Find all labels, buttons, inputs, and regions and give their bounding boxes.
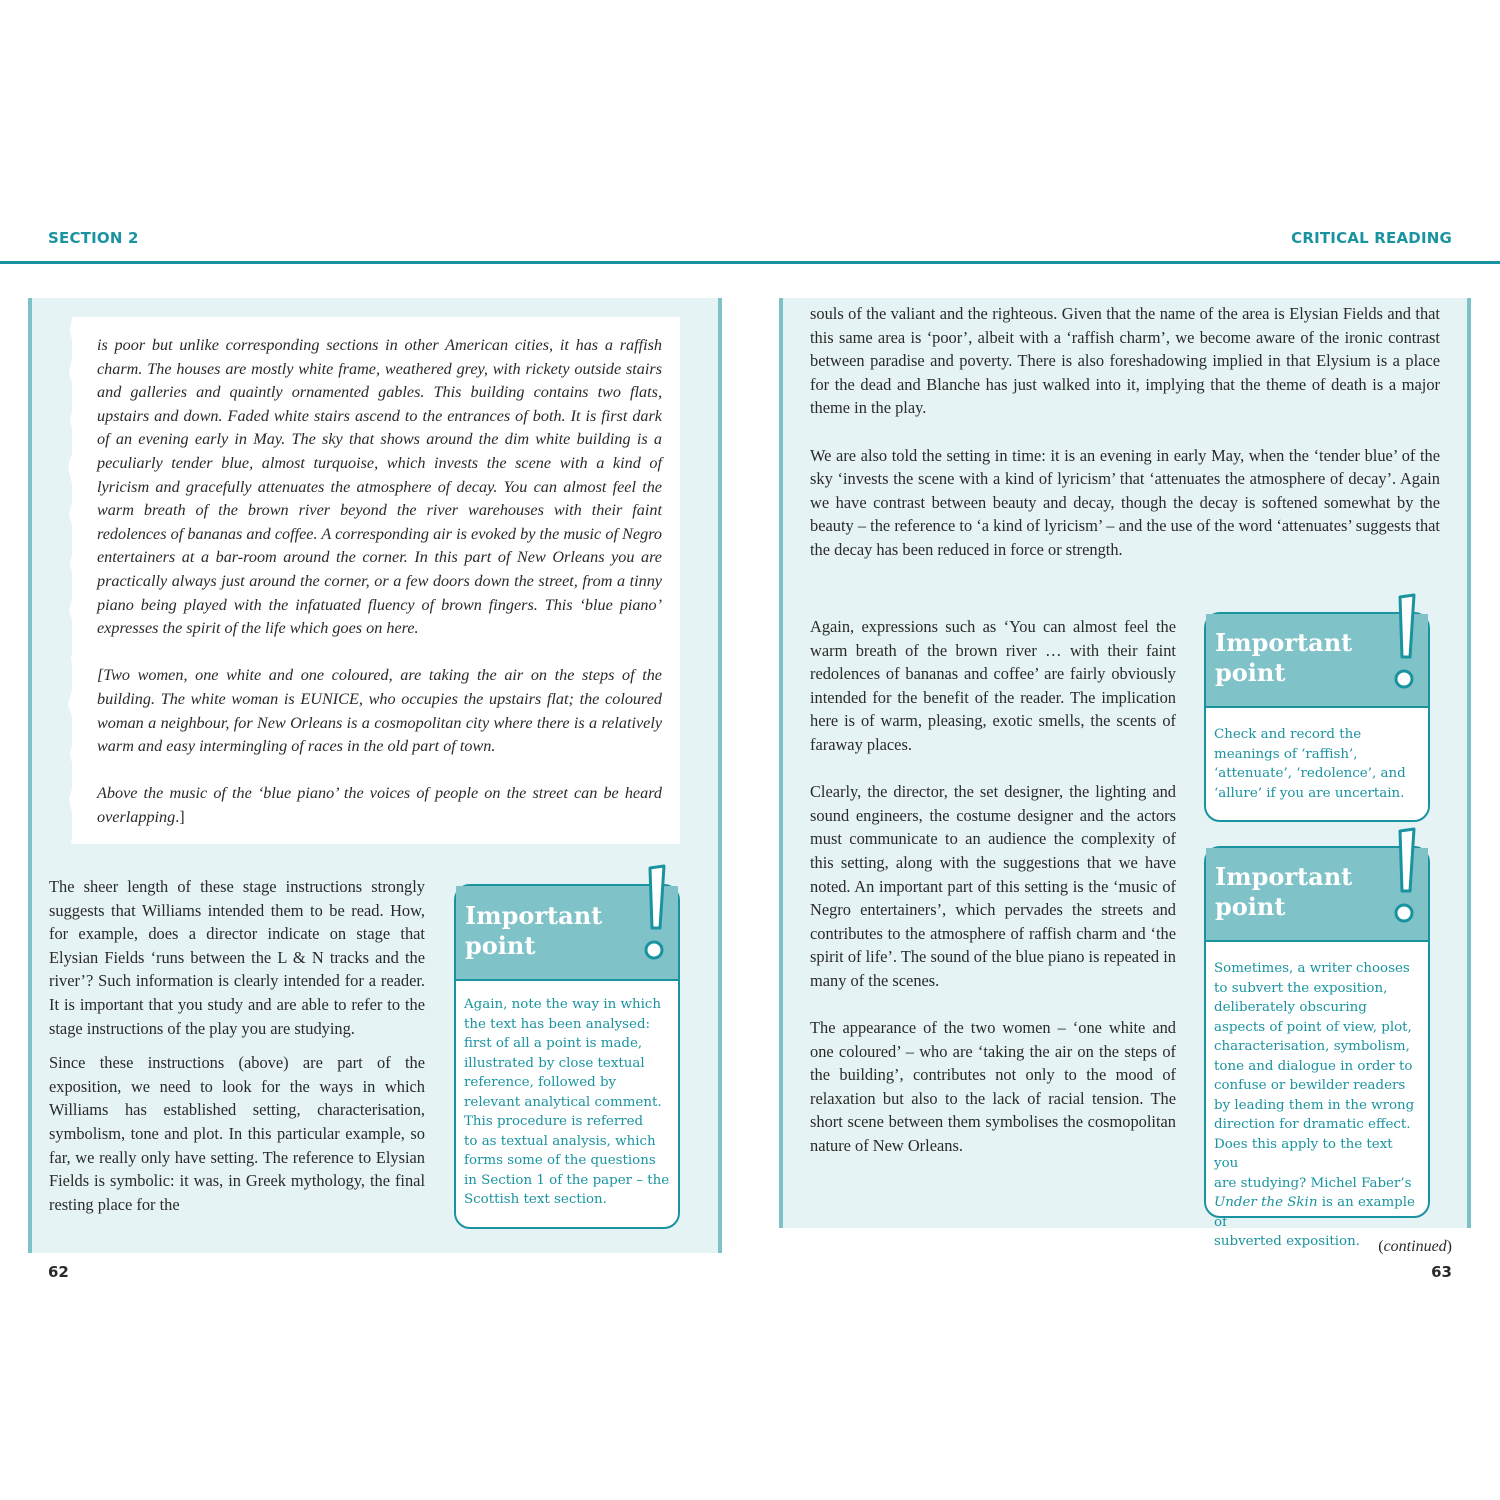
chapter-header: CRITICAL READING [1291, 229, 1452, 247]
quote-italic-text: Above the music of the ‘blue piano’ the voices of people on the street can be heard overlapping [97, 784, 662, 826]
important-point-text: Check and record the meanings of ‘raffish’, ‘attenuate’, ‘redolence’, and ‘allure’ if you are uncertain. [1214, 727, 1406, 801]
exclamation-icon [1390, 593, 1420, 693]
important-point-text: Sometimes, a writer chooses to subvert the exposition, deliberately obscuring aspects of point of view, plot, characterisation, symbolism, tone and dialogue in order to confuse or bewilder readers by leading them in the wrong direction for dramatic effect. Does this apply to the text you are studying? Michel Faber’s Under the Skin is an example of subverted exposition. [1214, 961, 1415, 1249]
body-paragraph: souls of the valiant and the righteous. Given that the name of the area is Elysian Fields and that this same area is ‘poor’, albeit with a ‘raffish charm’, we become aware of the ironic contrast between paradise and poverty. There is also foreshadowing implied in that Elysium is a place for the dead and Blanche has just walked into it, implying that the theme of death is a major theme in the play. [810, 304, 1440, 418]
header-rule [0, 261, 1500, 264]
important-point-title: Important point [1215, 628, 1353, 687]
body-paragraph: Since these instructions (above) are part of the exposition, we need to look for the ways in which Williams has established setting, characterisation, symbolism, tone and plot. In this particular example, so far, we really only have setting. The reference to Elysian Fields is symbolic: it was, in Greek mythology, the final resting place for the [49, 1053, 425, 1214]
body-paragraph: The appearance of the two women – ‘one white and one coloured’ – who are ‘taking the air on the steps of the building’, contributes not only to the mood of relaxation but also to the lack of racial tension. The short scene between them symbolises the cosmopolitan nature of New Orleans. [810, 1018, 1176, 1156]
exclamation-icon [640, 864, 670, 964]
exclamation-icon [1390, 827, 1420, 927]
left-body-text [49, 875, 425, 1227]
quote-paragraph: [Two women, one white and one coloured, are taking the air on the steps of the building. The white woman is EUNICE, who occupies the upstairs flat; the coloured woman a neighbour, for New Orleans is a cosmopolitan city where there is a relatively warm and easy intermingling of races in the old part of town. [97, 666, 662, 756]
continued-note: (continued) [1378, 1238, 1452, 1255]
quote-closing: .] [175, 807, 185, 826]
right-column-text [810, 615, 1176, 1181]
book-title: Under the Skin [1214, 1195, 1318, 1210]
page-number-left: 62 [48, 1263, 69, 1281]
body-paragraph: Clearly, the director, the set designer, the lighting and sound engineers, the costume designer and the actors must communicate to an audience the complexity of this setting, along with the suggestions that we have noted. An important part of this setting is the ‘music of Negro entertainers’, which pervades the streets and contributes to the atmosphere of raffish charm and ‘the spirit of life’. The sound of the blue piano is repeated in many of the scenes. [810, 782, 1176, 990]
important-point-title: Important point [1215, 862, 1353, 921]
body-paragraph: The sheer length of these stage instructions strongly suggests that Williams intended them to be read. How, for example, does a director indicate on stage that Elysian Fields ‘runs between the L & N tracks and the river’? Such information is clearly intended for a reader. It is important that you study and are able to refer to the stage instructions of the play you are studying. [49, 877, 425, 1038]
important-point-title: Important point [465, 901, 603, 960]
quote-paragraph: is poor but unlike corresponding sections in other American cities, it has a raffish charm. The houses are mostly white frame, weathered grey, with rickety outside stairs and galleries and quaintly ornamented gables. This building contains two flats, upstairs and down. Faded white stairs ascend to the entrances of both. It is first dark of an evening early in May. The sky that shows around the dim white building is a peculiarly tender blue, almost turquoise, which invests the scene with a kind of lyricism and gracefully attenuates the atmosphere of decay. You can almost feel the warm breath of the brown river beyond the river warehouses with their faint redolences of bananas and coffee. A corresponding air is evoked by the music of Negro entertainers at a bar-room around the corner. In this part of New Orleans you are practically always just around the corner, or a few doors down the street, from a tinny piano being played with the infatuated fluency of brown fingers. This ‘blue piano’ expresses the spirit of the life which goes on here. [97, 336, 662, 638]
page-number-right: 63 [1431, 1263, 1452, 1281]
important-point-text: Again, note the way in which the text has been analysed: first of all a point is made, illustrated by close textual reference, followed by relevant analytical comment. This procedure is referred to as textual analysis, which forms some of the questions in Section 1 of the paper – the Scottish text section. [464, 997, 670, 1207]
quote-paragraph [97, 782, 662, 829]
body-paragraph: Again, expressions such as ‘You can almost feel the warm breath of the brown river … with their faint redolences of bananas and coffee’ are fairly obviously intended for the benefit of the reader. The implication here is of warm, pleasing, exotic smells, the scents of faraway places. [810, 617, 1176, 754]
body-paragraph: We are also told the setting in time: it is an evening in early May, when the ‘tender blue’ of the sky ‘invests the scene with a kind of lyricism’ that ‘attenuates the atmosphere of decay’. Again we have contrast between beauty and decay, though the decay is softened somewhat by the beauty – the reference to ‘a kind of lyricism’ – and the use of the word ‘attenuates’ suggests that the decay has been reduced in force or strength. [810, 445, 1440, 559]
stage-directions-quote [72, 317, 680, 844]
section-header: SECTION 2 [48, 229, 139, 247]
right-top-text [810, 302, 1440, 585]
